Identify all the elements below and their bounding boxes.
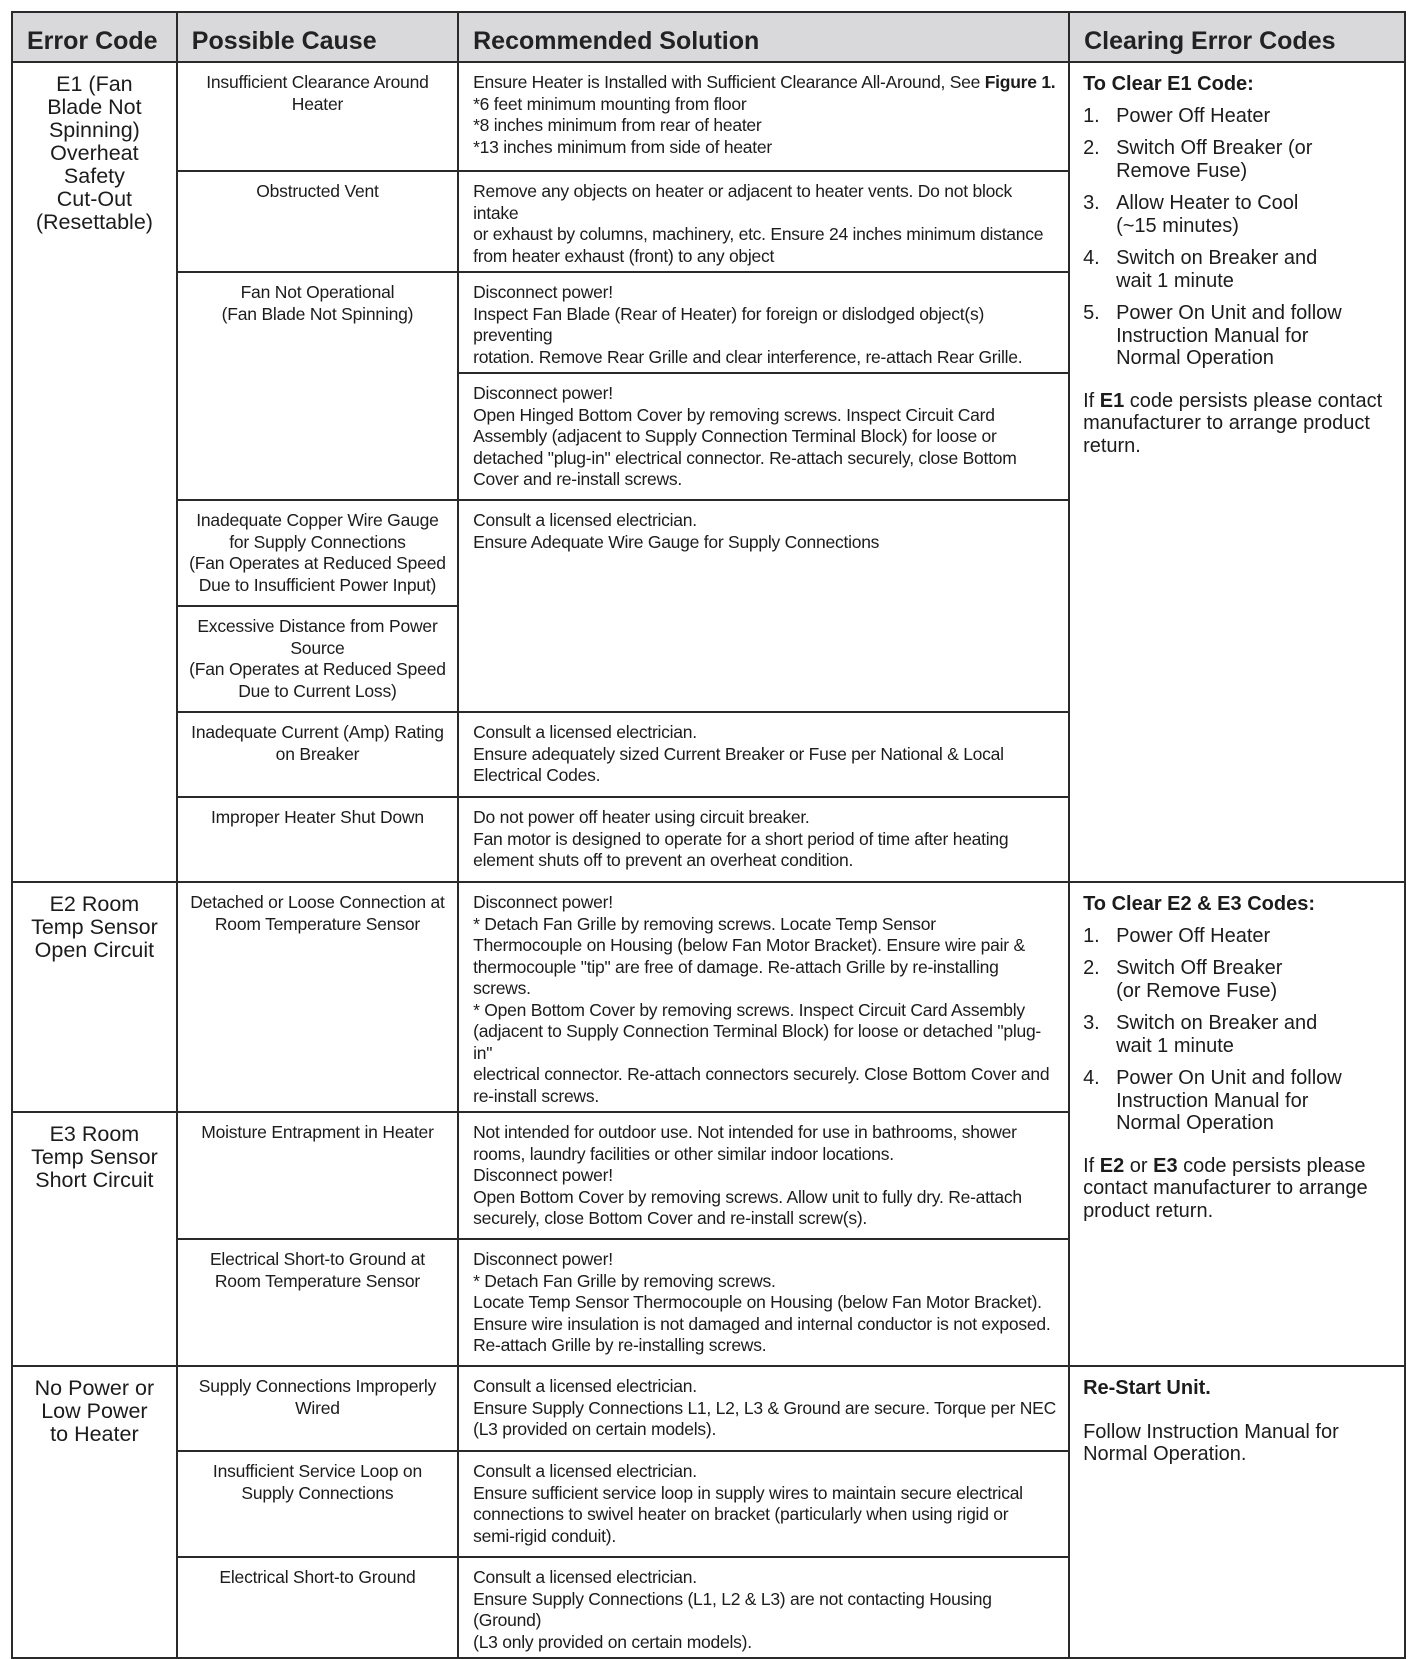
step-text: Power Off Heater [1116,924,1271,947]
step-text: Switch on Breaker and wait 1 minute [1116,1012,1318,1057]
step-number: 3. [1083,192,1100,214]
persist-code: E1 [1099,389,1125,412]
step-number: 2. [1083,137,1100,159]
step-number: 1. [1083,104,1100,127]
clearing-no-power-cell [1069,1366,1405,1658]
step-number: 4. [1083,1067,1100,1089]
cause-cell: Excessive Distance from Power Source (Fan Operates at Reduced Speed Due to Current Loss) [177,606,458,712]
clearing-title: Re-Start Unit. [1083,1377,1211,1399]
error-code-table [11,11,1406,1659]
list-item [1083,137,1392,182]
figure-reference: Figure 1. [984,72,1056,92]
list-item [1083,925,1392,948]
solution-cell: Consult a licensed electrician. Ensure Supply Connections L1, L2, L3 & Ground are secure. Torque per NEC (L3 provided on certain models). [458,1366,1069,1451]
solution-cell: Consult a licensed electrician. Ensure Adequate Wire Gauge for Supply Connections [458,500,1069,712]
cause-cell: Detached or Loose Connection at Room Temperature Sensor [177,882,458,1112]
cause-cell: Obstructed Vent [177,171,458,272]
clearing-steps-list [1083,925,1392,1135]
solution-cell: Not intended for outdoor use. Not intended for use in bathrooms, shower rooms, laundry facilities or other similar indoor locations. Disconnect power! Open Bottom Cover by removing screws. Allow unit to fully dry. Re-attach securely, close Bottom Cover and re-install screw(s). [458,1112,1069,1239]
header-row [12,12,1405,62]
solution-cell [458,62,1069,171]
persist-text: If [1083,1154,1100,1177]
cause-cell: Insufficient Clearance Around Heater [177,62,458,171]
error-code-e2: E2 Room Temp Sensor Open Circuit [12,882,177,1112]
step-text: Switch Off Breaker (or Remove Fuse) [1116,957,1283,1002]
cause-cell: Insufficient Service Loop on Supply Connections [177,1451,458,1557]
table-row [12,1366,1405,1451]
step-number: 5. [1083,302,1100,324]
clearing-e1-cell [1069,62,1405,882]
cause-cell: Fan Not Operational (Fan Blade Not Spinning) [177,272,458,500]
persist-text: or [1124,1154,1154,1177]
step-text: Allow Heater to Cool (~15 minutes) [1116,192,1299,237]
solution-cell: Disconnect power! * Detach Fan Grille by removing screws. Locate Temp Sensor Thermocouple on Housing (below Fan Motor Bracket). Ensure wire pair & thermocouple "tip" are free of damage. Re-attach Grille by re-installing screws. * Open Bottom Cover by removing screws. Inspect Circuit Card Assembly (adjacent to Supply Connection Terminal Block) for loose or detached "plug-in" electrical connector. Re-attach connectors securely. Close Bottom Cover and re-install screws. [458,882,1069,1112]
list-item [1083,957,1392,1002]
error-code-no-power: No Power or Low Power to Heater [12,1366,177,1658]
solution-cell: Consult a licensed electrician. Ensure adequately sized Current Breaker or Fuse per National & Local Electrical Codes. [458,712,1069,797]
solution-cell: Consult a licensed electrician. Ensure sufficient service loop in supply wires to maintain secure electrical connections to swivel heater on bracket (particularly when using rigid or semi-rigid conduit). [458,1451,1069,1557]
persist-code: E3 [1153,1154,1178,1177]
clearing-text: Follow Instruction Manual for Normal Operation. [1083,1420,1339,1465]
header-clearing-error-codes: Clearing Error Codes [1069,12,1405,62]
persist-text: code persists please contact manufacturer to arrange product return. [1083,389,1383,457]
table-row [12,62,1405,171]
solution-cell: Consult a licensed electrician. Ensure Supply Connections (L1, L2 & L3) are not contacting Housing (Ground) (L3 only provided on certain models). [458,1557,1069,1658]
step-text: Switch Off Breaker (or Remove Fuse) [1116,137,1313,182]
cause-cell: Supply Connections Improperly Wired [177,1366,458,1451]
cause-cell: Inadequate Current (Amp) Rating on Breaker [177,712,458,797]
solution-cell: Disconnect power! Inspect Fan Blade (Rear of Heater) for foreign or dislodged object(s) preventing rotation. Remove Rear Grille and clear interference, re-attach Rear Grille. [458,272,1069,373]
persist-note [1083,1155,1392,1223]
header-error-code: Error Code [12,12,177,62]
step-number: 3. [1083,1012,1100,1034]
cause-cell: Inadequate Copper Wire Gauge for Supply Connections (Fan Operates at Reduced Speed Due to Insufficient Power Input) [177,500,458,606]
step-number: 4. [1083,247,1100,269]
list-item [1083,1012,1392,1057]
solution-cell: Do not power off heater using circuit breaker. Fan motor is designed to operate for a short period of time after heating element shuts off to prevent an overheat condition. [458,797,1069,882]
cause-cell: Moisture Entrapment in Heater [177,1112,458,1239]
step-text: Power On Unit and follow Instruction Manual for Normal Operation [1116,302,1342,369]
error-code-e3: E3 Room Temp Sensor Short Circuit [12,1112,177,1366]
persist-note [1083,390,1392,458]
header-recommended-solution: Recommended Solution [458,12,1069,62]
step-text: Power On Unit and follow Instruction Manual for Normal Operation [1116,1067,1342,1134]
error-code-e1: E1 (Fan Blade Not Spinning) Overheat Safety Cut-Out (Resettable) [12,62,177,882]
list-item [1083,192,1392,237]
cause-cell: Electrical Short-to Ground at Room Temperature Sensor [177,1239,458,1366]
solution-cell: Disconnect power! * Detach Fan Grille by removing screws. Locate Temp Sensor Thermocouple on Housing (below Fan Motor Bracket). Ensure wire insulation is not damaged and internal conductor is not exposed. Re-attach Grille by re-installing screws. [458,1239,1069,1366]
step-text: Power Off Heater [1116,104,1271,127]
solution-text: Ensure Heater is Installed with Sufficient Clearance All-Around, See [473,72,981,92]
persist-code: E2 [1099,1154,1125,1177]
step-number: 1. [1083,924,1100,947]
cause-cell: Improper Heater Shut Down [177,797,458,882]
clearing-title: To Clear E2 & E3 Codes: [1083,893,1315,915]
clearing-title: To Clear E1 Code: [1083,73,1254,95]
persist-text: code persists please contact manufacturer to arrange product return. [1083,1154,1368,1222]
list-item [1083,302,1392,370]
list-item [1083,105,1392,128]
troubleshooting-table-wrapper [11,11,1406,1659]
solution-cell: Remove any objects on heater or adjacent to heater vents. Do not block intake or exhaust by columns, machinery, etc. Ensure 24 inches minimum distance from heater exhaust (front) to any object [458,171,1069,272]
step-text: Switch on Breaker and wait 1 minute [1116,247,1318,292]
solution-text: *6 feet minimum mounting from floor *8 inches minimum from rear of heater *13 inches minimum from side of heater [473,93,772,157]
clearing-e2-e3-cell [1069,882,1405,1366]
list-item [1083,1067,1392,1135]
header-possible-cause: Possible Cause [177,12,458,62]
clearing-steps-list [1083,105,1392,370]
persist-text: If [1083,389,1100,412]
table-row [12,882,1405,1112]
solution-cell: Disconnect power! Open Hinged Bottom Cover by removing screws. Inspect Circuit Card Assembly (adjacent to Supply Connection Terminal Block) for loose or detached "plug-in" electrical connector. Re-attach securely, close Bottom Cover and re-install screws. [458,373,1069,500]
cause-cell: Electrical Short-to Ground [177,1557,458,1658]
list-item [1083,247,1392,292]
step-number: 2. [1083,957,1100,979]
